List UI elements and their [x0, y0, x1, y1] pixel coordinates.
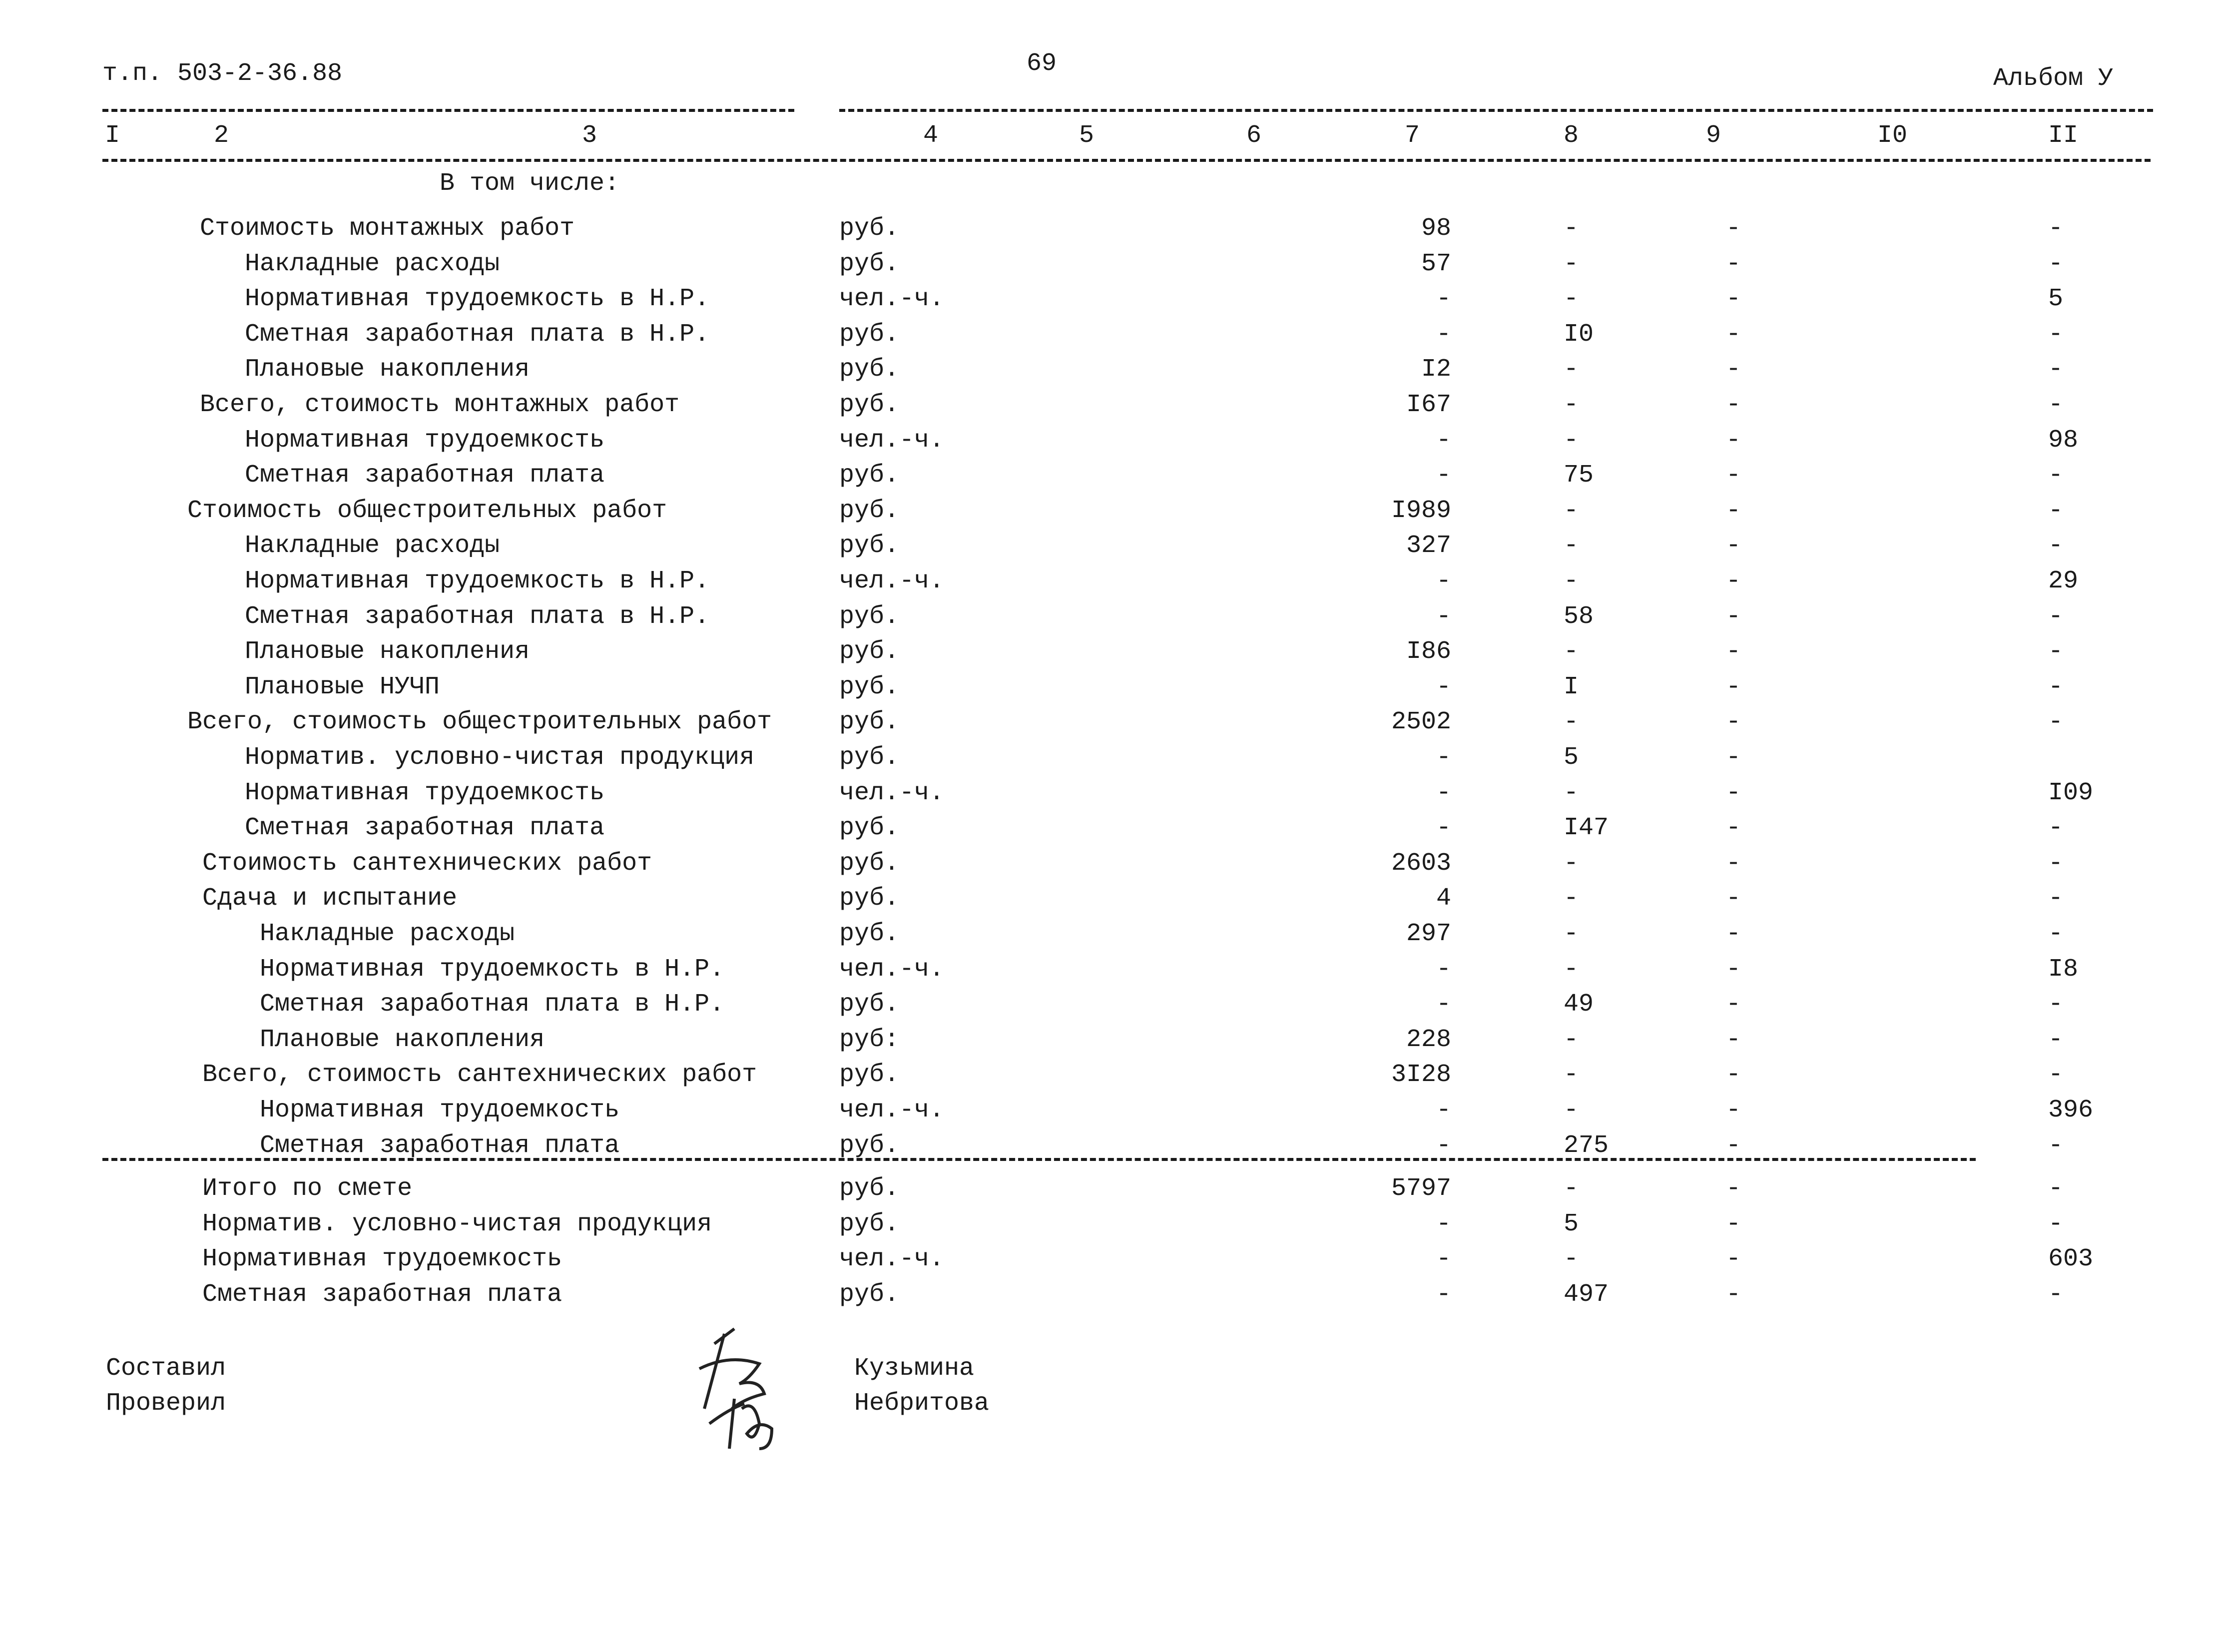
row-col7-value: 327: [1406, 532, 1451, 560]
row-col9-value: -: [1726, 1061, 1741, 1090]
totals-separator: [102, 1158, 1976, 1161]
row-col8-value: -: [1564, 778, 1579, 807]
row-name: Стоимость общестроительных работ: [187, 496, 667, 525]
checked-label: Проверил: [106, 1389, 226, 1418]
row-name: Накладные расходы: [260, 920, 515, 948]
row-col9-value: -: [1726, 426, 1741, 455]
row-unit: чел.-ч.: [839, 955, 945, 984]
row-unit: руб.: [839, 637, 900, 666]
row-col11-value: I09: [2048, 778, 2094, 807]
row-name: Нормативная трудоемкость в Н.Р.: [245, 285, 710, 314]
row-col8-value: -: [1564, 249, 1579, 278]
row-col8-value: I47: [1564, 814, 1609, 843]
row-col11-value: -: [2048, 320, 2064, 349]
row-col11-value: -: [2048, 814, 2064, 843]
row-col8-value: -: [1564, 637, 1579, 666]
row-col8-value: -: [1564, 955, 1579, 984]
row-col8-value: -: [1564, 849, 1579, 878]
col-11-header: II: [2048, 121, 2079, 150]
row-col9-value: -: [1726, 320, 1741, 349]
row-col8-value: -: [1564, 1061, 1579, 1090]
row-unit: руб.: [839, 249, 900, 278]
row-col11-value: -: [2048, 1061, 2064, 1090]
row-unit: руб.: [839, 743, 900, 772]
row-name: Стоимость сантехнических работ: [202, 849, 652, 878]
row-name: Стоимость монтажных работ: [200, 214, 575, 243]
col-8-header: 8: [1564, 121, 1579, 150]
row-col9-value: -: [1726, 849, 1741, 878]
doc-code: т.п. 503-2-36.88: [102, 59, 343, 88]
row-col7-value: -: [1436, 567, 1451, 595]
row-col8-value: -: [1564, 285, 1579, 314]
row-name: Нормативная трудоемкость в Н.Р.: [245, 567, 710, 595]
col-9-header: 9: [1706, 121, 1721, 150]
row-col11-value: 603: [2048, 1245, 2094, 1274]
row-unit: руб.: [839, 1280, 900, 1309]
row-col7-value: -: [1436, 1209, 1451, 1238]
row-col8-value: -: [1564, 532, 1579, 560]
header-rule-top-left: [102, 109, 794, 112]
row-col7-value: I86: [1406, 637, 1451, 666]
row-unit: руб.: [839, 990, 900, 1019]
row-col7-value: I67: [1406, 391, 1451, 419]
row-col7-value: -: [1436, 743, 1451, 772]
row-name: Норматив. условно-чистая продукция: [202, 1209, 712, 1238]
row-name: Всего, стоимость монтажных работ: [200, 391, 680, 419]
row-name: Нормативная трудоемкость: [202, 1245, 562, 1274]
row-col11-value: -: [2048, 637, 2064, 666]
row-unit: руб.: [839, 884, 900, 913]
row-unit: руб.: [839, 532, 900, 560]
row-col7-value: -: [1436, 814, 1451, 843]
row-name: Итого по смете: [202, 1174, 413, 1203]
row-name: Плановые накопления: [260, 1025, 545, 1054]
row-col7-value: -: [1436, 1245, 1451, 1274]
row-unit: руб.: [839, 214, 900, 243]
row-col8-value: 497: [1564, 1280, 1609, 1309]
row-name: Нормативная трудоемкость в Н.Р.: [260, 955, 725, 984]
row-col11-value: -: [2048, 532, 2064, 560]
row-col8-value: -: [1564, 214, 1579, 243]
row-col11-value: -: [2048, 849, 2064, 878]
row-col7-value: -: [1436, 1280, 1451, 1309]
row-col9-value: -: [1726, 672, 1741, 701]
row-col11-value: -: [2048, 1280, 2064, 1309]
compiled-name: Кузьмина: [854, 1354, 975, 1383]
row-name: Всего, стоимость сантехнических работ: [202, 1061, 757, 1090]
row-col9-value: -: [1726, 814, 1741, 843]
row-unit: руб.: [839, 320, 900, 349]
row-col11-value: -: [2048, 1131, 2064, 1160]
row-col9-value: -: [1726, 1174, 1741, 1203]
row-col8-value: -: [1564, 496, 1579, 525]
row-col9-value: -: [1726, 355, 1741, 384]
compiled-label: Составил: [106, 1354, 226, 1383]
row-col8-value: -: [1564, 1174, 1579, 1203]
row-col8-value: -: [1564, 1245, 1579, 1274]
row-col7-value: -: [1436, 602, 1451, 631]
row-col9-value: -: [1726, 778, 1741, 807]
row-col11-value: 5: [2048, 285, 2064, 314]
row-col7-value: -: [1436, 672, 1451, 701]
row-col9-value: -: [1726, 1131, 1741, 1160]
row-col9-value: -: [1726, 1025, 1741, 1054]
row-col8-value: -: [1564, 884, 1579, 913]
row-col9-value: -: [1726, 1245, 1741, 1274]
row-name: Сметная заработная плата в Н.Р.: [260, 990, 725, 1019]
row-col7-value: 297: [1406, 920, 1451, 948]
row-col8-value: 58: [1564, 602, 1594, 631]
row-col9-value: -: [1726, 214, 1741, 243]
row-col8-value: -: [1564, 426, 1579, 455]
row-col9-value: -: [1726, 285, 1741, 314]
row-col9-value: -: [1726, 567, 1741, 595]
row-unit: руб.: [839, 1131, 900, 1160]
row-name: Плановые НУЧП: [245, 672, 440, 701]
row-col9-value: -: [1726, 496, 1741, 525]
row-col8-value: -: [1564, 1096, 1579, 1124]
col-6-header: 6: [1246, 121, 1262, 150]
row-col11-value: -: [2048, 249, 2064, 278]
row-unit: чел.-ч.: [839, 778, 945, 807]
row-col7-value: 2603: [1391, 849, 1451, 878]
handwritten-signature: [684, 1324, 784, 1454]
row-col7-value: 5797: [1391, 1174, 1451, 1203]
row-col7-value: I2: [1421, 355, 1451, 384]
row-col9-value: -: [1726, 990, 1741, 1019]
row-name: Всего, стоимость общестроительных работ: [187, 708, 772, 737]
row-col11-value: -: [2048, 391, 2064, 419]
row-col9-value: -: [1726, 637, 1741, 666]
row-col9-value: -: [1726, 532, 1741, 560]
row-col9-value: -: [1726, 920, 1741, 948]
row-unit: чел.-ч.: [839, 426, 945, 455]
row-name: Сметная заработная плата: [245, 814, 605, 843]
row-unit: руб:: [839, 1025, 900, 1054]
col-10-header: I0: [1877, 121, 1908, 150]
row-name: Нормативная трудоемкость: [245, 778, 605, 807]
row-name: Нормативная трудоемкость: [245, 426, 605, 455]
row-col7-value: 98: [1421, 214, 1451, 243]
row-unit: руб.: [839, 391, 900, 419]
row-unit: чел.-ч.: [839, 1245, 945, 1274]
row-col11-value: -: [2048, 1209, 2064, 1238]
row-col7-value: 228: [1406, 1025, 1451, 1054]
row-name: Сметная заработная плата в Н.Р.: [245, 320, 710, 349]
col-4-header: 4: [923, 121, 939, 150]
row-col9-value: -: [1726, 743, 1741, 772]
row-unit: руб.: [839, 355, 900, 384]
col-7-header: 7: [1405, 121, 1420, 150]
row-col8-value: 275: [1564, 1131, 1609, 1160]
row-unit: чел.-ч.: [839, 285, 945, 314]
header-rule-bottom: [102, 159, 2151, 162]
row-col9-value: -: [1726, 1096, 1741, 1124]
row-col9-value: -: [1726, 1280, 1741, 1309]
row-col8-value: 5: [1564, 743, 1579, 772]
row-col11-value: -: [2048, 1025, 2064, 1054]
row-col9-value: -: [1726, 602, 1741, 631]
row-col8-value: 49: [1564, 990, 1594, 1019]
page-number: 69: [1027, 49, 1057, 78]
row-name: Сметная заработная плата: [202, 1280, 562, 1309]
row-col9-value: -: [1726, 955, 1741, 984]
row-col9-value: -: [1726, 461, 1741, 490]
row-col7-value: -: [1436, 320, 1451, 349]
row-col11-value: -: [2048, 672, 2064, 701]
row-col8-value: -: [1564, 355, 1579, 384]
row-col9-value: -: [1726, 884, 1741, 913]
row-unit: руб.: [839, 602, 900, 631]
row-name: Накладные расходы: [245, 249, 500, 278]
row-col11-value: 29: [2048, 567, 2079, 595]
row-unit: руб.: [839, 496, 900, 525]
row-name: Сметная заработная плата: [260, 1131, 620, 1160]
row-unit: чел.-ч.: [839, 567, 945, 595]
header-rule-top-right: [839, 109, 2153, 112]
row-col8-value: 75: [1564, 461, 1594, 490]
row-unit: чел.-ч.: [839, 1096, 945, 1124]
row-unit: руб.: [839, 1061, 900, 1090]
row-unit: руб.: [839, 708, 900, 737]
row-name: Плановые накопления: [245, 355, 530, 384]
row-col7-value: -: [1436, 778, 1451, 807]
row-col11-value: 396: [2048, 1096, 2094, 1124]
row-col9-value: -: [1726, 391, 1741, 419]
row-name: Плановые накопления: [245, 637, 530, 666]
col-1-header: I: [105, 121, 120, 150]
row-name: Накладные расходы: [245, 532, 500, 560]
row-col7-value: I989: [1391, 496, 1451, 525]
row-col11-value: -: [2048, 1174, 2064, 1203]
row-col8-value: -: [1564, 567, 1579, 595]
row-col11-value: 98: [2048, 426, 2079, 455]
row-name: Сдача и испытание: [202, 884, 458, 913]
col-3-header: 3: [582, 121, 597, 150]
row-col8-value: -: [1564, 920, 1579, 948]
row-col11-value: -: [2048, 461, 2064, 490]
col-2-header: 2: [214, 121, 229, 150]
row-col8-value: -: [1564, 391, 1579, 419]
row-col11-value: -: [2048, 355, 2064, 384]
row-col8-value: I0: [1564, 320, 1594, 349]
row-col7-value: -: [1436, 461, 1451, 490]
row-col11-value: -: [2048, 708, 2064, 737]
row-unit: руб.: [839, 1174, 900, 1203]
row-col8-value: -: [1564, 1025, 1579, 1054]
section-title: В том числе:: [440, 169, 620, 198]
row-unit: руб.: [839, 849, 900, 878]
row-col7-value: 3I28: [1391, 1061, 1451, 1090]
row-col11-value: -: [2048, 990, 2064, 1019]
row-name: Сметная заработная плата в Н.Р.: [245, 602, 710, 631]
row-col7-value: -: [1436, 990, 1451, 1019]
row-col11-value: -: [2048, 214, 2064, 243]
row-unit: руб.: [839, 1209, 900, 1238]
row-col8-value: 5: [1564, 1209, 1579, 1238]
row-col7-value: 57: [1421, 249, 1451, 278]
row-col11-value: -: [2048, 884, 2064, 913]
row-col11-value: -: [2048, 602, 2064, 631]
row-col8-value: I: [1564, 672, 1579, 701]
row-col7-value: -: [1436, 426, 1451, 455]
row-col9-value: -: [1726, 708, 1741, 737]
checked-name: Небритова: [854, 1389, 990, 1418]
row-col9-value: -: [1726, 1209, 1741, 1238]
row-col7-value: 4: [1436, 884, 1451, 913]
row-unit: руб.: [839, 920, 900, 948]
row-name: Нормативная трудоемкость: [260, 1096, 620, 1124]
row-col7-value: -: [1436, 1131, 1451, 1160]
row-col7-value: -: [1436, 1096, 1451, 1124]
row-col7-value: -: [1436, 955, 1451, 984]
row-col9-value: -: [1726, 249, 1741, 278]
row-col8-value: -: [1564, 708, 1579, 737]
row-col11-value: -: [2048, 496, 2064, 525]
row-name: Сметная заработная плата: [245, 461, 605, 490]
row-unit: руб.: [839, 461, 900, 490]
row-col7-value: 2502: [1391, 708, 1451, 737]
row-col11-value: I8: [2048, 955, 2079, 984]
col-5-header: 5: [1079, 121, 1095, 150]
row-col11-value: -: [2048, 920, 2064, 948]
row-unit: руб.: [839, 814, 900, 843]
row-unit: руб.: [839, 672, 900, 701]
row-name: Норматив. условно-чистая продукция: [245, 743, 755, 772]
album-label: Альбом У: [1993, 64, 2114, 93]
row-col7-value: -: [1436, 285, 1451, 314]
